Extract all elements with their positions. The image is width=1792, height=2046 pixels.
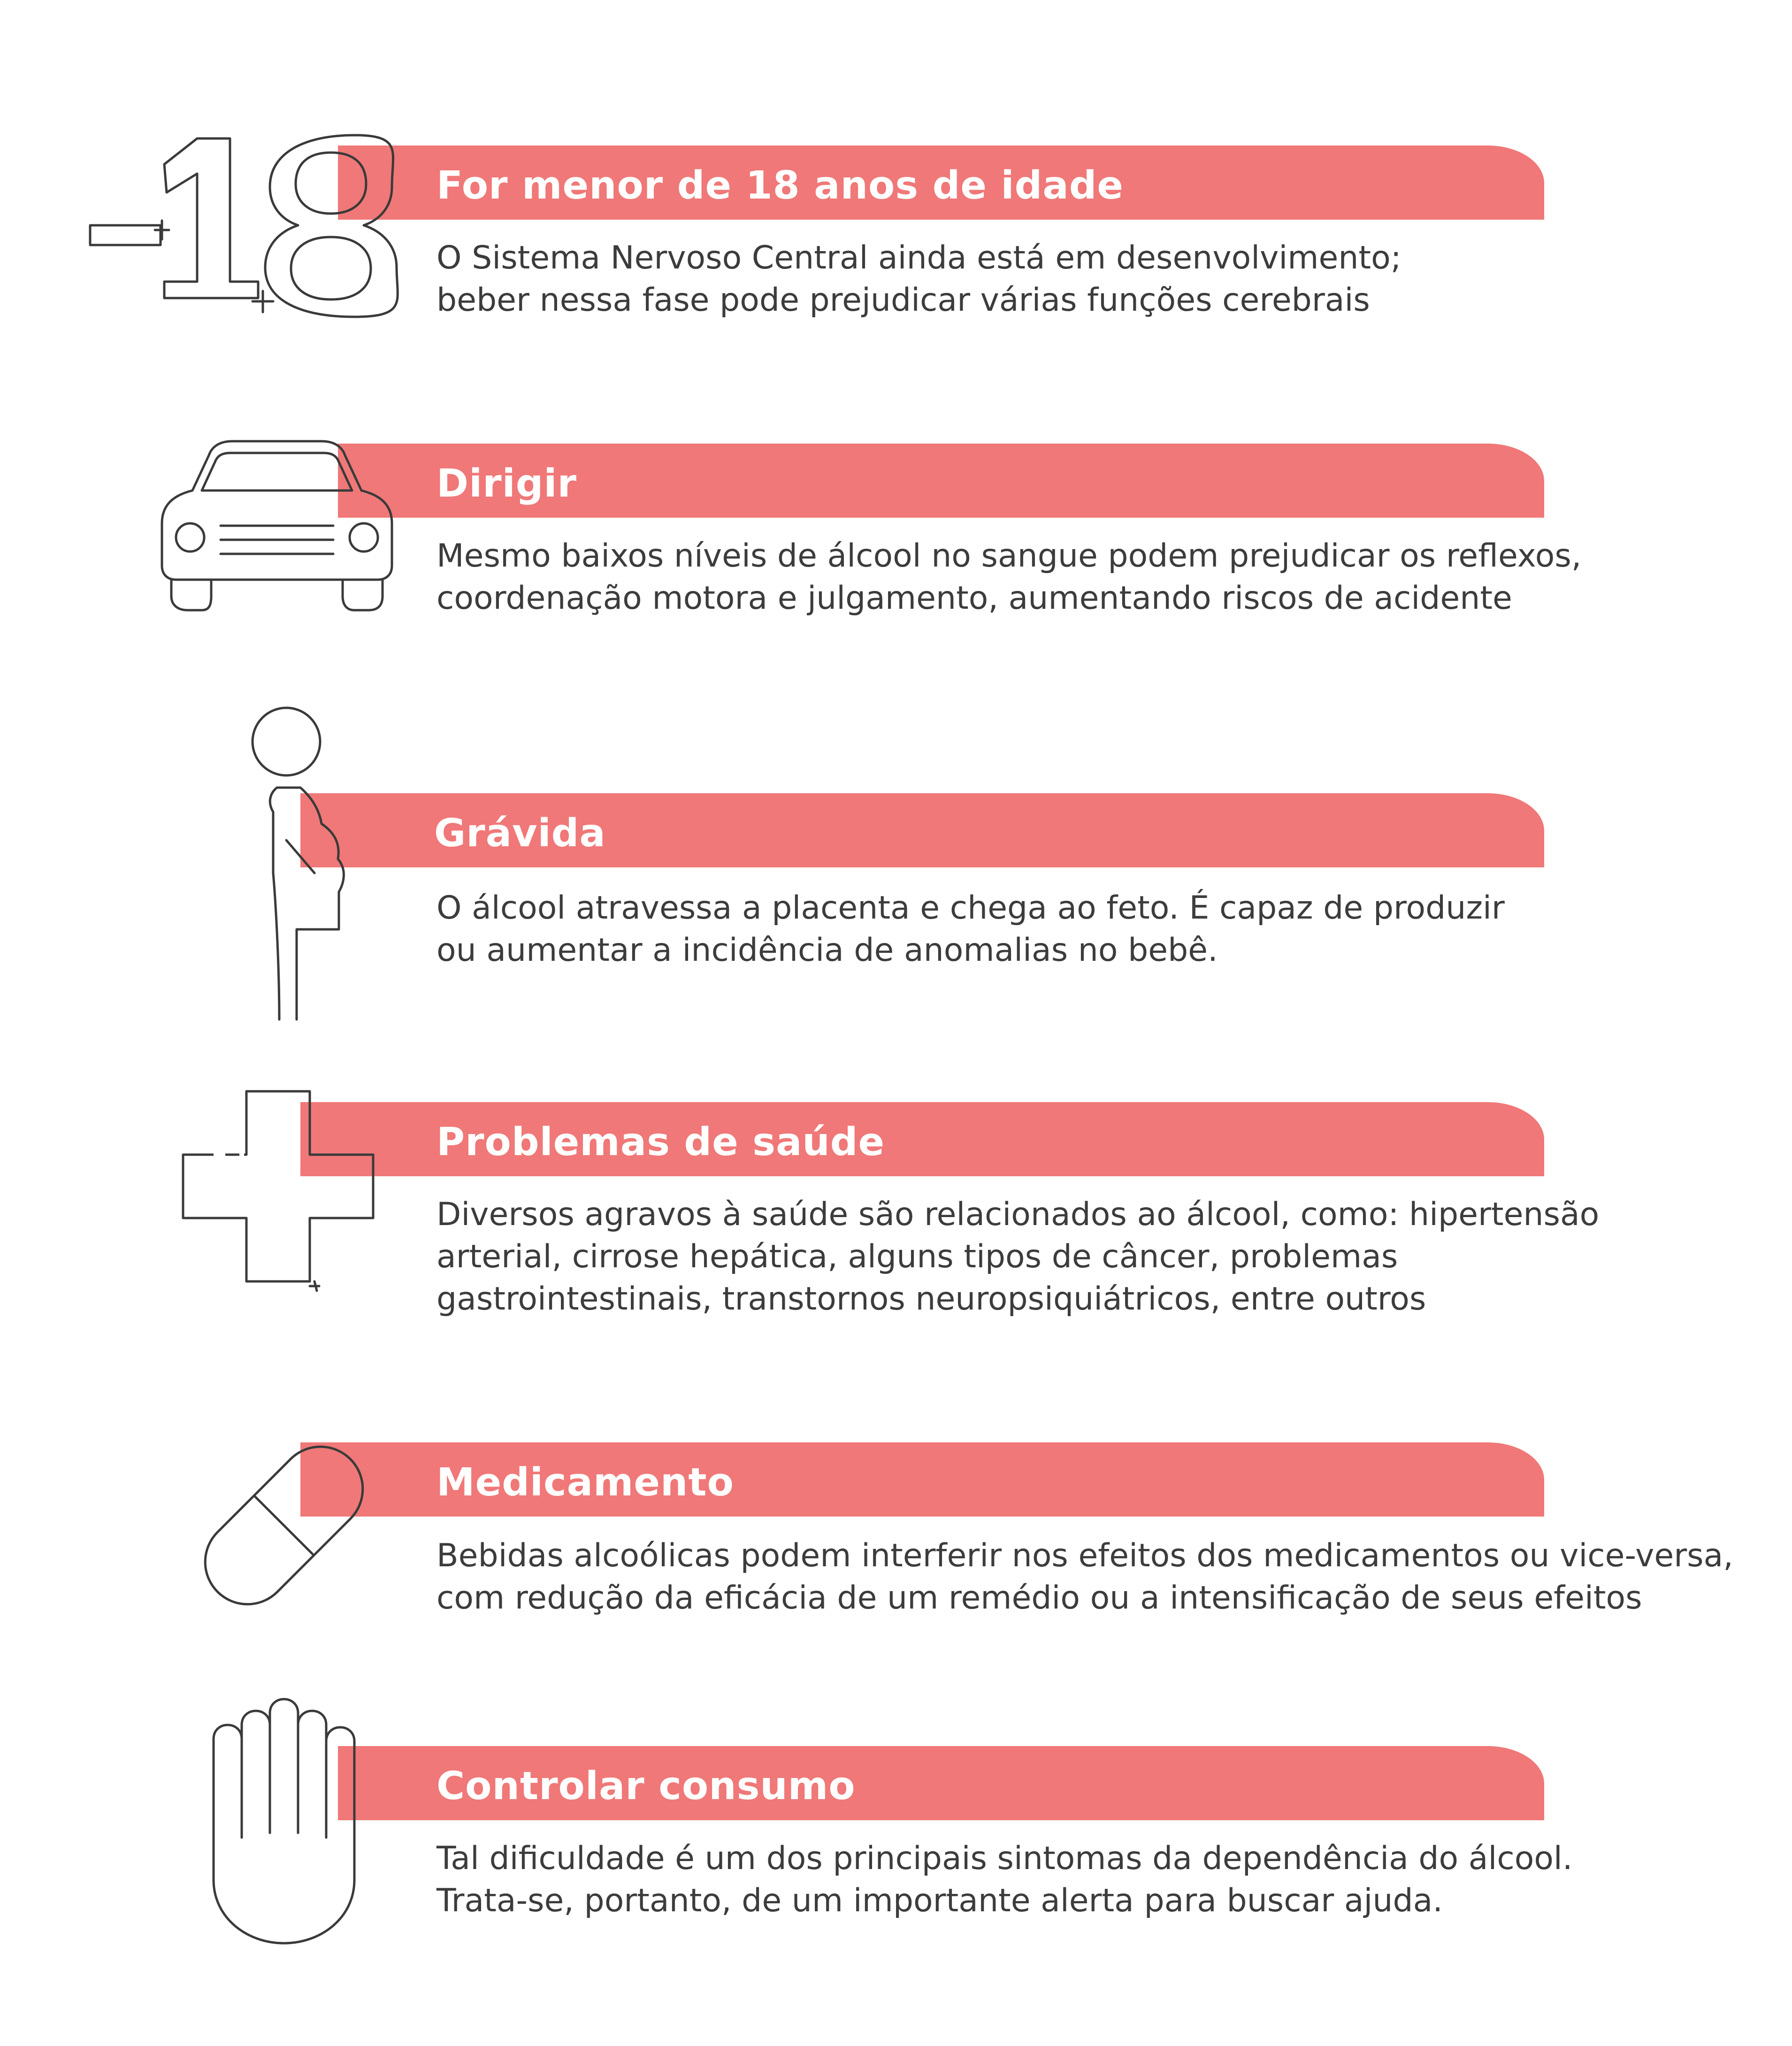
title-banner — [338, 444, 1544, 518]
description-line: Trata-se, portanto, de um importante alerta para buscar ajuda. — [437, 1882, 1443, 1919]
item-description — [437, 887, 1505, 972]
description-line: O Sistema Nervoso Central ainda está em desenvolvimento; — [437, 239, 1401, 276]
title-banner — [338, 146, 1544, 220]
item-title: Controlar consumo — [437, 1764, 856, 1808]
description-line: Mesmo baixos níveis de álcool no sangue podem prejudicar os reflexos, — [437, 537, 1582, 575]
car-icon — [155, 434, 399, 622]
stop-hand-icon — [207, 1697, 366, 1950]
item-title: For menor de 18 anos de idade — [437, 163, 1124, 208]
description-line: Bebidas alcoólicas podem interferir nos efeitos dos medicamentos ou vice-versa, — [437, 1537, 1733, 1574]
pregnant-woman-icon — [235, 704, 357, 1033]
description-line: gastrointestinais, transtornos neuropsiquiátricos, entre outros — [437, 1280, 1426, 1318]
item-title: Dirigir — [437, 461, 577, 506]
description-line: arterial, cirrose hepática, alguns tipos de câncer, problemas — [437, 1238, 1398, 1275]
item-description — [437, 535, 1581, 620]
title-banner — [300, 1442, 1544, 1517]
item-description — [437, 1535, 1733, 1619]
item-description — [437, 1194, 1599, 1320]
description-line: coordenação motora e julgamento, aumentando riscos de acidente — [437, 580, 1512, 617]
title-banner — [300, 793, 1544, 867]
item-title: Medicamento — [437, 1460, 734, 1505]
title-banner — [338, 1746, 1544, 1820]
description-line: O álcool atravessa a placenta e chega ao feto. É capaz de produzir — [437, 889, 1505, 927]
minus-18-icon — [84, 131, 404, 319]
description-line: beber nessa fase pode prejudicar várias funções cerebrais — [437, 282, 1370, 319]
description-line: ou aumentar a incidência de anomalias no bebê. — [437, 932, 1218, 969]
title-banner — [300, 1102, 1544, 1176]
item-description — [437, 1838, 1572, 1922]
description-line: com redução da eficácia de um remédio ou a intensificação de seus efeitos — [437, 1579, 1642, 1617]
description-line: Diversos agravos à saúde são relacionados ao álcool, como: hipertensão — [437, 1196, 1600, 1233]
pill-capsule-icon — [183, 1425, 385, 1626]
health-cross-icon — [174, 1084, 380, 1295]
item-description — [437, 237, 1401, 322]
item-title: Problemas de saúde — [437, 1120, 885, 1165]
item-title: Grávida — [434, 811, 606, 856]
description-line: Tal dificuldade é um dos principais sintomas da dependência do álcool. — [437, 1840, 1573, 1877]
